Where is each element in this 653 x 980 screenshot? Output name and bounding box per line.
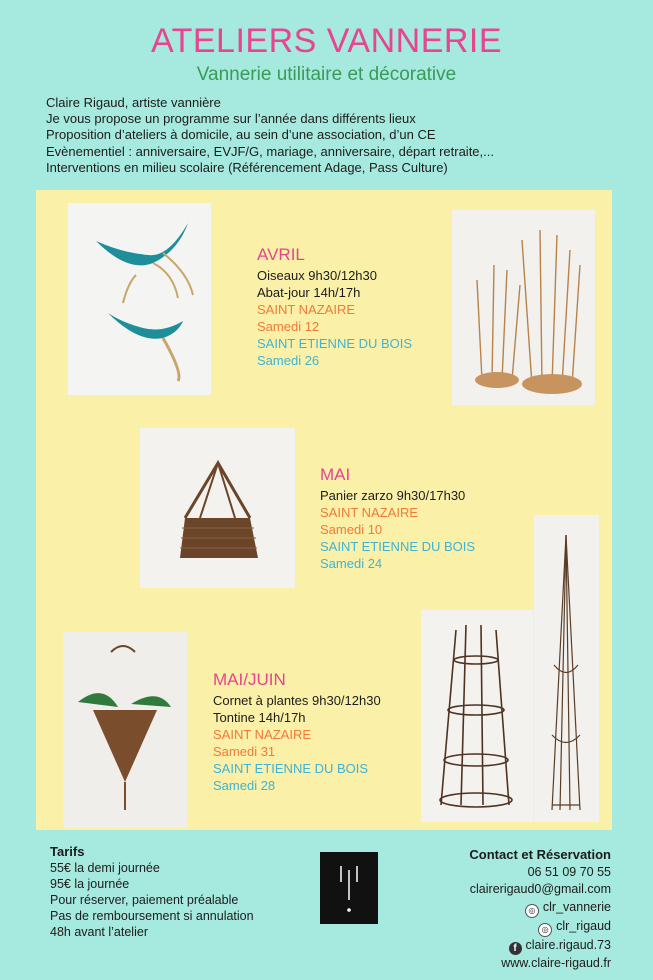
facebook-link[interactable] — [469, 937, 611, 955]
page-subtitle: Vannerie utilitaire et décorative — [196, 64, 457, 85]
schedule-mai — [320, 465, 475, 572]
contact-block — [469, 846, 611, 972]
workshop-line: Oiseaux 9h30/12h30 — [257, 268, 377, 283]
workshop-line: Panier zarzo 9h30/17h30 — [320, 488, 466, 503]
intro-line: Interventions en milieu scolaire (Référencement Adage, Pass Culture) — [46, 159, 448, 175]
logo-mark — [320, 852, 378, 924]
location-saint-nazaire: SAINT NAZAIRE — [320, 505, 419, 520]
location-saint-etienne: SAINT ETIENNE DU BOIS — [257, 336, 413, 351]
location-saint-nazaire: SAINT NAZAIRE — [213, 727, 312, 742]
page-title: ATELIERS VANNERIE — [150, 22, 503, 60]
instagram-rigaud[interactable] — [469, 918, 611, 937]
intro-line: Claire Rigaud, artiste vannière — [46, 95, 221, 110]
pricing-line: 48h avant l’atelier — [50, 925, 148, 939]
instagram-icon: ◎ — [538, 923, 552, 937]
intro-line: Proposition d’ateliers à domicile, au sein d’une association, d’un CE — [46, 127, 436, 143]
instagram-handle: clr_rigaud — [556, 918, 611, 933]
contact-title: Contact et Réservation — [469, 847, 611, 862]
date-line: Samedi 31 — [213, 744, 276, 759]
facebook-handle: claire.rigaud.73 — [525, 937, 611, 952]
month-title: AVRIL — [257, 245, 305, 264]
intro-line: Je vous propose un programme sur l’année dans différents lieux — [46, 111, 416, 127]
email-link[interactable]: clairerigaud0@gmail.com — [469, 882, 611, 896]
date-line: Samedi 24 — [320, 556, 383, 571]
date-line: Samedi 10 — [320, 522, 383, 537]
intro-text — [46, 95, 626, 176]
date-line: Samedi 12 — [257, 319, 320, 334]
pricing-line: Pas de remboursement si annulation — [50, 909, 254, 923]
pricing-line: 95€ la journée — [50, 877, 130, 891]
workshop-line: Abat-jour 14h/17h — [257, 285, 361, 300]
month-title: MAI/JUIN — [213, 670, 286, 689]
pricing-title: Tarifs — [50, 844, 85, 859]
month-title: MAI — [320, 465, 351, 484]
location-saint-etienne: SAINT ETIENNE DU BOIS — [320, 539, 476, 554]
website-link[interactable]: www.claire-rigaud.fr — [501, 955, 611, 970]
date-line: Samedi 28 — [213, 778, 276, 793]
pricing — [50, 844, 254, 940]
schedule-avril — [257, 245, 412, 369]
facebook-icon: f — [509, 942, 522, 955]
photo-lampshades — [452, 210, 595, 405]
photo-birds — [68, 203, 211, 395]
phone[interactable]: 06 51 09 70 55 — [527, 864, 611, 879]
photo-tontine — [421, 610, 533, 822]
intro-line: Evènementiel : anniversaire, EVJF/G, mariage, anniversaire, départ retraite,... — [46, 143, 494, 159]
schedule-mai-juin — [213, 670, 381, 794]
pricing-line: Pour réserver, paiement préalable — [50, 893, 239, 907]
workshop-line: Cornet à plantes 9h30/12h30 — [213, 693, 381, 708]
photo-tall-cones — [534, 515, 599, 822]
instagram-handle: clr_vannerie — [542, 899, 611, 914]
photo-basket-zarzo — [140, 428, 295, 588]
instagram-icon: ◎ — [525, 904, 539, 918]
photo-plant-cone — [63, 632, 187, 828]
location-saint-nazaire: SAINT NAZAIRE — [257, 302, 356, 317]
location-saint-etienne: SAINT ETIENNE DU BOIS — [213, 761, 369, 776]
date-line: Samedi 26 — [257, 353, 320, 368]
instagram-vannerie[interactable] — [469, 899, 611, 918]
pricing-line: 55€ la demi journée — [50, 861, 160, 875]
workshop-line: Tontine 14h/17h — [213, 710, 306, 725]
